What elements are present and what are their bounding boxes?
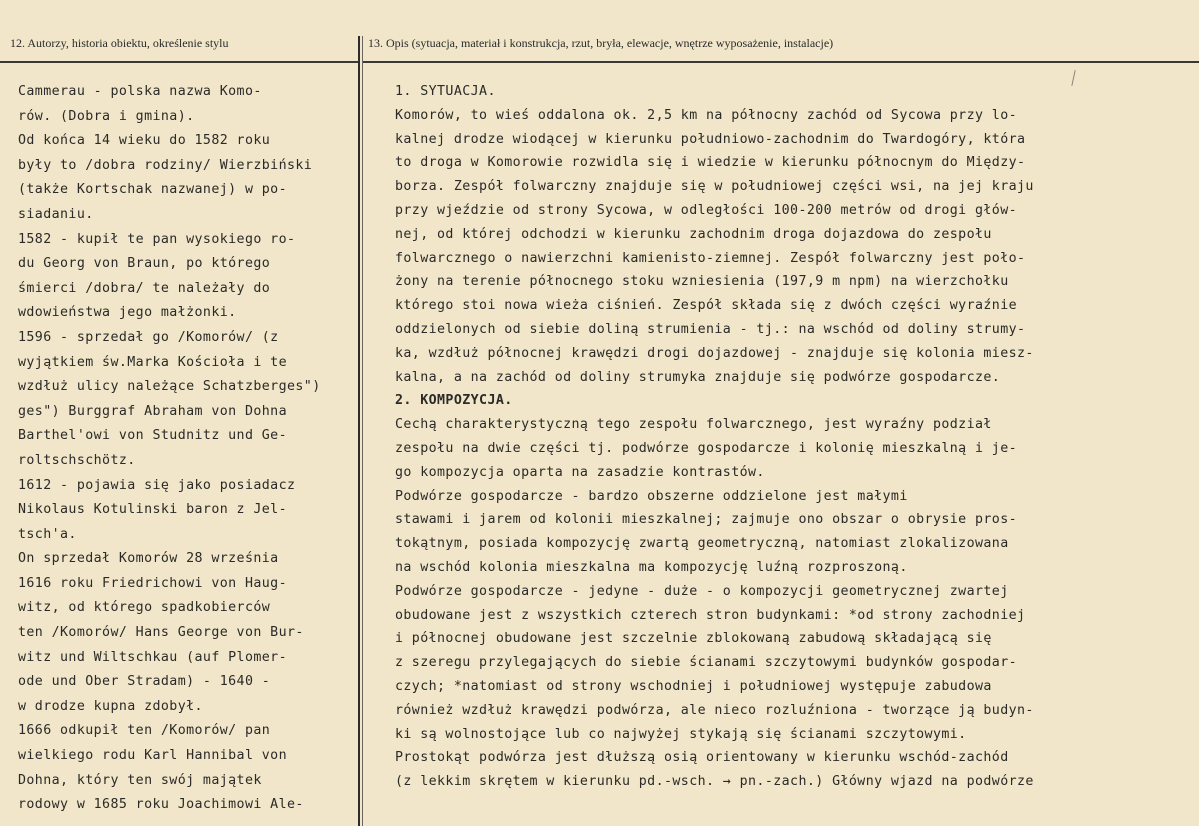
description-text-line: stawami i jarem od kolonii mieszkalnej; zajmuje ono obszar o obrysie pros- [395, 512, 1017, 528]
description-text-line: obudowane jest z wszystkich czterech stron budynkami: *od strony zachodniej [395, 607, 1026, 623]
history-text-line: tsch'a. [18, 526, 77, 542]
description-text-line: Podwórze gospodarcze - jedyne - duże - o kompozycji geometrycznej zwartej [395, 583, 1009, 599]
description-text-line: na wschód kolonia mieszkalna ma kompozycję luźną rozproszoną. [395, 559, 908, 575]
history-text-line: 1612 - pojawia się jako posiadacz [18, 477, 296, 493]
history-text-line: Nikolaus Kotulinski baron z Jel- [18, 502, 287, 518]
history-text-line: (także Kortschak nazwanej) w po- [18, 182, 287, 198]
history-text-line: były to /dobra rodziny/ Wierzbiński [18, 157, 313, 173]
description-text-line: borza. Zespół folwarczny znajduje się w południowej części wsi, na jej kraju [395, 179, 1034, 195]
history-text-line: 1616 roku Friedrichowi von Haug- [18, 575, 287, 591]
right-header-rule [363, 61, 1199, 63]
description-text-line: oddzielonych od siebie doliną strumienia - tj.: na wschód od doliny strumy- [395, 321, 1026, 337]
history-text-line: Cammerau - polska nazwa Komo- [18, 84, 262, 99]
history-text-line: Dohna, który ten swój majątek [18, 772, 262, 788]
right-column-header: 13. Opis (sytuacja, materiał i konstrukcja, rzut, bryła, elewacje, wnętrze wyposażenie, instalacje) [368, 36, 834, 50]
description-text-line: którego stoi nowa wieża ciśnień. Zespół składa się z dwóch części wyraźnie [395, 298, 1017, 314]
history-text-line: roltschschötz. [18, 452, 136, 468]
history-text-line: Od końca 14 wieku do 1582 roku [18, 133, 271, 149]
history-text-line: On sprzedał Komorów 28 września [18, 551, 279, 567]
description-text-line: kalna, a na zachód od doliny strumyka znajduje się podwórze gospodarcze. [395, 369, 1001, 385]
description-text-line: ka, wzdłuż północnej krawędzi drogi dojazdowej - znajduje się kolonia miesz- [395, 345, 1034, 361]
history-text-line: 1666 odkupił ten /Komorów/ pan [18, 723, 271, 739]
column-divider-inner [362, 36, 363, 826]
description-text-line: nej, od której odchodzi w kierunku zachodnim droga dojazdowa do zespołu [395, 226, 992, 242]
history-text-line: wielkiego rodu Karl Hannibal von [18, 748, 287, 764]
left-header-rule [0, 61, 358, 63]
history-text-line: 1596 - sprzedał go /Komorów/ (z [18, 329, 279, 345]
description-text-line: (z lekkim skrętem w kierunku pd.-wsch. → pn.-zach.) Główny wjazd na podwórze [395, 774, 1034, 790]
history-text-line: 1582 - kupił te pan wysokiego ro- [18, 231, 296, 247]
history-text-line: ode und Ober Stradam) - 1640 - [18, 674, 271, 690]
description-column [395, 80, 1195, 794]
description-text-line: Prostokąt podwórza jest dłuższą osią orientowany w kierunku wschód-zachód [395, 750, 1009, 766]
history-text-line: wyjątkiem św.Marka Kościoła i te [18, 354, 287, 370]
description-text-line: to droga w Komorowie rozwidla się i wiedzie w kierunku północnym do Między- [395, 155, 1026, 171]
description-text-line: żony na terenie północnego stoku wzniesienia (197,9 m npm) na wierzchołku [395, 274, 1009, 290]
left-column-header: 12. Autorzy, historia obiektu, określenie stylu [10, 36, 229, 50]
history-text-line: Barthel'owi von Studnitz und Ge- [18, 428, 287, 444]
history-text-line: śmierci /dobra/ te należały do [18, 280, 271, 296]
description-text-line: tokątnym, posiada kompozycję zwartą geometryczną, natomiast zlokalizowana [395, 536, 1009, 552]
description-text-line: Podwórze gospodarcze - bardzo obszerne oddzielone jest małymi [395, 488, 908, 504]
history-text-line: witz und Wiltschkau (auf Plomer- [18, 649, 287, 665]
description-text-line: i północnej obudowane jest szczelnie zblokowaną zabudową składającą się [395, 631, 992, 647]
history-text-line: ten /Komorów/ Hans George von Bur- [18, 625, 304, 641]
description-text-line: zespołu na dwie części tj. podwórze gospodarcze i kolonię mieszkalną i je- [395, 440, 1017, 456]
description-text-line: 1. SYTUACJA. [395, 84, 496, 99]
history-column [18, 80, 356, 818]
description-text-line: folwarcznego o nawierzchni kamienisto-ziemnej. Zespół folwarczny jest poło- [395, 250, 1026, 266]
history-text-line: rodowy w 1685 roku Joachimowi Ale- [18, 797, 304, 813]
description-text-line: kalnej drodze wiodącej w kierunku południowo-zachodnim do Twardogóry, która [395, 131, 1026, 147]
description-text-line: z szeregu przylegających do siebie ścianami szczytowymi budynków gospodar- [395, 655, 1017, 671]
history-text-line: ges") Burggraf Abraham von Dohna [18, 403, 287, 419]
description-text-line: Komorów, to wieś oddalona ok. 2,5 km na północny zachód od Sycowa przy lo- [395, 107, 1017, 123]
description-text-line: go kompozycja oparta na zasadzie kontrastów. [395, 464, 765, 480]
history-text-line: wzdłuż ulicy należące Schatzberges") [18, 379, 321, 395]
history-text-line: wdowieństwa jego małżonki. [18, 305, 237, 321]
history-text-line: siadaniu. [18, 206, 94, 222]
history-text-line: du Georg von Braun, po którego [18, 256, 271, 272]
history-text-line: w drodze kupna zdobył. [18, 698, 203, 714]
description-text-line: ki są wolnostojące lub co najwyżej stykają się ścianami szczytowymi. [395, 726, 967, 742]
column-divider [358, 36, 360, 826]
description-text-line: 2. KOMPOZYCJA. [395, 393, 513, 409]
description-text-line: również wzdłuż krawędzi podwórza, ale nieco rozluźniona - tworzące ją budyn- [395, 702, 1034, 718]
description-text-line: czych; *natomiast od strony wschodniej i południowej występuje zabudowa [395, 678, 992, 694]
history-text-line: rów. (Dobra i gmina). [18, 108, 195, 124]
description-text-line: przy wjeździe od strony Sycowa, w odległości 100-200 metrów od drogi głów- [395, 202, 1017, 218]
description-text-line: Cechą charakterystyczną tego zespołu folwarcznego, jest wyraźny podział [395, 417, 992, 433]
history-text-line: witz, od którego spadkobierców [18, 600, 271, 616]
